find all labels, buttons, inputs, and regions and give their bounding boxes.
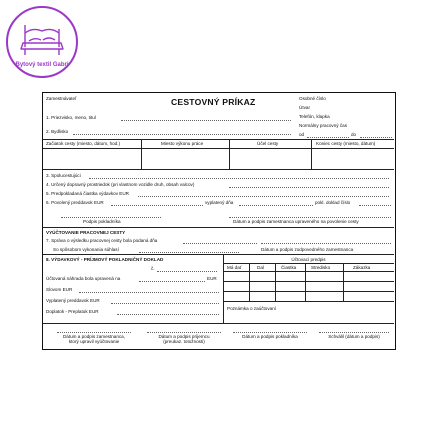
cash-doc-label: pokl. doklad číslo: [315, 200, 351, 205]
travel-order-form: [42, 92, 396, 350]
employee-signature-label: Dátum a podpis zamestnanca upraveného na povolenie cesty: [233, 219, 359, 224]
purpose-header: Účel cesty: [257, 141, 279, 146]
employee-settled-signature-note: ktorý upravil vyúčtovanie: [68, 339, 120, 344]
address-label: 2. Bydlisko: [46, 129, 69, 134]
paid-on-label: vyplatený dňa: [205, 200, 234, 205]
recipient-signature: Dátum a podpis príjemcu: [158, 334, 210, 339]
posting-note-label: Poznámka o zaúčtovaní: [227, 306, 277, 311]
approval-label: So spôsobom vykonania súhlasí: [53, 247, 119, 252]
employer-label: Zamestnávateľ: [46, 96, 77, 101]
settlement-heading: VYÚČTOVANIE PRACOVNEJ CESTY: [46, 230, 126, 235]
phone-label: Telefón, klapka: [299, 114, 330, 119]
cash-document-heading: 8. VÝDAVKOVÝ - PRÍJMOVÝ POKLADNIČNÝ DOKLAD: [46, 257, 164, 262]
charged-label: Účtovaná náhrada bola upravená na: [46, 276, 121, 281]
report-label: 7. Správa o výsledku pracovnej cesty bola podaná dňa: [46, 238, 158, 243]
to-label: do: [351, 132, 357, 137]
personal-number-label: Osobné číslo: [299, 96, 326, 101]
recipient-signature-note: (preukaz. totožnosti): [163, 339, 205, 344]
surcharge-label: Doplatok - Preplatok EUR: [46, 309, 99, 314]
cashier-bottom-signature: Dátum a podpis pokladníka: [242, 334, 298, 339]
fellow-travelers-label: 3. Spolucestujúci: [46, 173, 81, 178]
order-header: Zákazka: [353, 265, 371, 270]
working-time-label: Normálny pracovný čas: [299, 123, 347, 128]
amount-header: Čiastka: [281, 265, 297, 270]
number-label: č.: [151, 266, 155, 271]
cost-center-header: Stredisko: [311, 265, 331, 270]
eur-label: EUR: [207, 276, 217, 281]
credit-header: Dal: [257, 265, 264, 270]
company-logo: [3, 3, 81, 81]
from-label: od: [299, 132, 305, 137]
approved-signature: Schválil (dátum a podpis): [328, 334, 380, 339]
department-label: Útvar: [299, 105, 310, 110]
advance-label: 6. Povolený preddavok EUR: [46, 200, 104, 205]
employee-settled-signature: Dátum a podpis zamestnanca,: [62, 334, 126, 339]
name-label: 1. Priezvisko, meno, titul: [46, 115, 96, 120]
debit-header: Má dať: [227, 265, 242, 270]
accounting-heading: Účtovací predpis: [291, 257, 326, 262]
logo-text: Bytový textil Gabri: [15, 62, 69, 68]
paid-advance-label: Vyplatený preddavok EUR: [46, 298, 100, 303]
form-title: CESTOVNÝ PRÍKAZ: [171, 97, 256, 107]
trip-end-header: Koniec cesty (miesto, dátum): [316, 141, 376, 146]
trip-start-header: Začiatok cesty (miesto, dátum, hod.): [46, 141, 121, 146]
workplace-header: Miesto výkonu práce: [161, 141, 204, 146]
responsible-signature-label: Dátum a podpis zodpovedného zamestnanca: [261, 247, 354, 252]
cashier-signature-label: Podpis pokladníka: [83, 219, 121, 224]
in-words-label: Slovom EUR: [46, 287, 73, 292]
transport-label: 4. Určený dopravný prostriedok (pri vlastnom vozidle druh, obsah valcov): [46, 182, 195, 187]
estimated-expenses-label: 5. Predpokladaná čiastka výdavkov EUR: [46, 191, 129, 196]
